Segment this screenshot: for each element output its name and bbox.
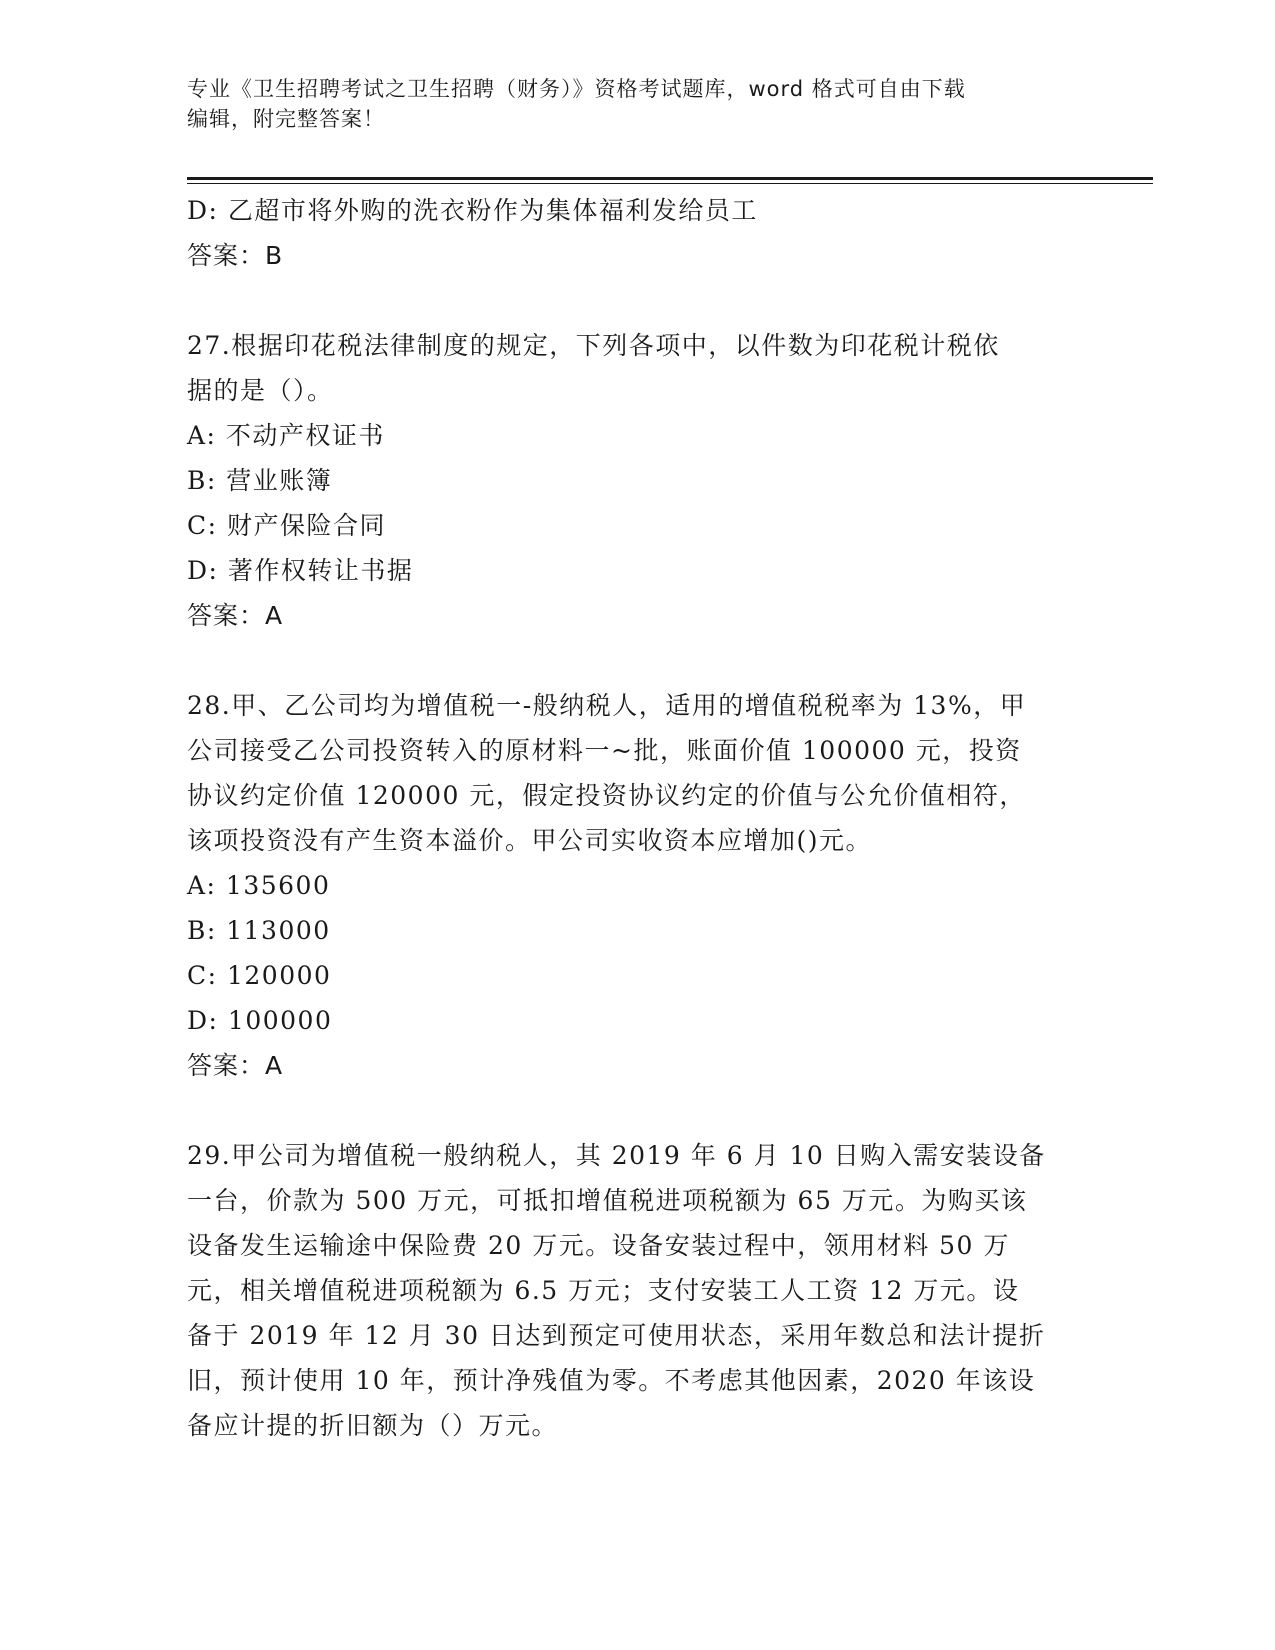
q29-stem-line-6: 旧，预计使用 10 年，预计净残值为零。不考虑其他因素，2020 年该设 (187, 1366, 1036, 1395)
header-rule-thick (187, 177, 1153, 180)
q28-stem-line-1: 28.甲、乙公司均为增值税一-般纳税人，适用的增值税税率为 13%，甲 (187, 691, 1027, 720)
header-rule-thin (187, 183, 1153, 184)
question-29 (187, 1133, 1087, 1448)
q29-stem-line-5: 备于 2019 年 12 月 30 日达到预定可使用状态，采用年数总和法计提折 (187, 1321, 1046, 1350)
q29-stem-line-7: 备应计提的折旧额为（）万元。 (187, 1411, 559, 1440)
q28-answer: 答案：A (187, 1051, 284, 1080)
question-27 (187, 323, 1087, 638)
q27-answer: 答案：A (187, 601, 284, 630)
q27-option-c: C: 财产保险合同 (187, 511, 386, 540)
q29-stem-line-2: 一台，价款为 500 万元，可抵扣增值税进项税额为 65 万元。为购买该 (187, 1186, 1028, 1215)
page-header (187, 74, 1067, 134)
q29-stem-line-1: 29.甲公司为增值税一般纳税人，其 2019 年 6 月 10 日购入需安装设备 (187, 1141, 1046, 1170)
q28-option-a: A: 135600 (187, 871, 331, 900)
q28-option-b: B: 113000 (187, 916, 331, 945)
q26-option-d: D: 乙超市将外购的洗衣粉作为集体福利发给员工 (187, 196, 758, 225)
q28-stem-line-4: 该项投资没有产生资本溢价。甲公司实收资本应增加()元。 (187, 826, 873, 855)
q27-option-a: A: 不动产权证书 (187, 421, 385, 450)
q27-stem-line-1: 27.根据印花税法律制度的规定，下列各项中，以件数为印花税计税依 (187, 331, 1000, 360)
q28-option-c: C: 120000 (187, 961, 332, 990)
q28-stem-line-3: 协议约定价值 120000 元，假定投资协议约定的价值与公允价值相符， (187, 781, 1026, 810)
q29-stem-line-4: 元，相关增值税进项税额为 6.5 万元；支付安装工人工资 12 万元。设 (187, 1276, 1020, 1305)
q28-stem-line-2: 公司接受乙公司投资转入的原材料一~批，账面价值 100000 元，投资 (187, 736, 1022, 765)
q27-option-b: B: 营业账簿 (187, 466, 333, 495)
q27-option-d: D: 著作权转让书据 (187, 556, 414, 585)
question-28 (187, 683, 1087, 1088)
spacer (187, 1088, 1087, 1133)
q29-stem-line-3: 设备发生运输途中保险费 20 万元。设备安装过程中，领用材料 50 万 (187, 1231, 1010, 1260)
header-line-1: 专业《卫生招聘考试之卫生招聘（财务）》资格考试题库，word 格式可自由下载 (187, 77, 966, 101)
spacer (187, 278, 1087, 323)
q27-stem-line-2: 据的是（）。 (187, 376, 334, 405)
spacer (187, 638, 1087, 683)
question-content (187, 188, 1087, 1448)
header-line-2: 编辑，附完整答案！ (187, 107, 385, 131)
q28-option-d: D: 100000 (187, 1006, 333, 1035)
q26-answer: 答案：B (187, 241, 284, 270)
question-26-tail (187, 188, 1087, 278)
